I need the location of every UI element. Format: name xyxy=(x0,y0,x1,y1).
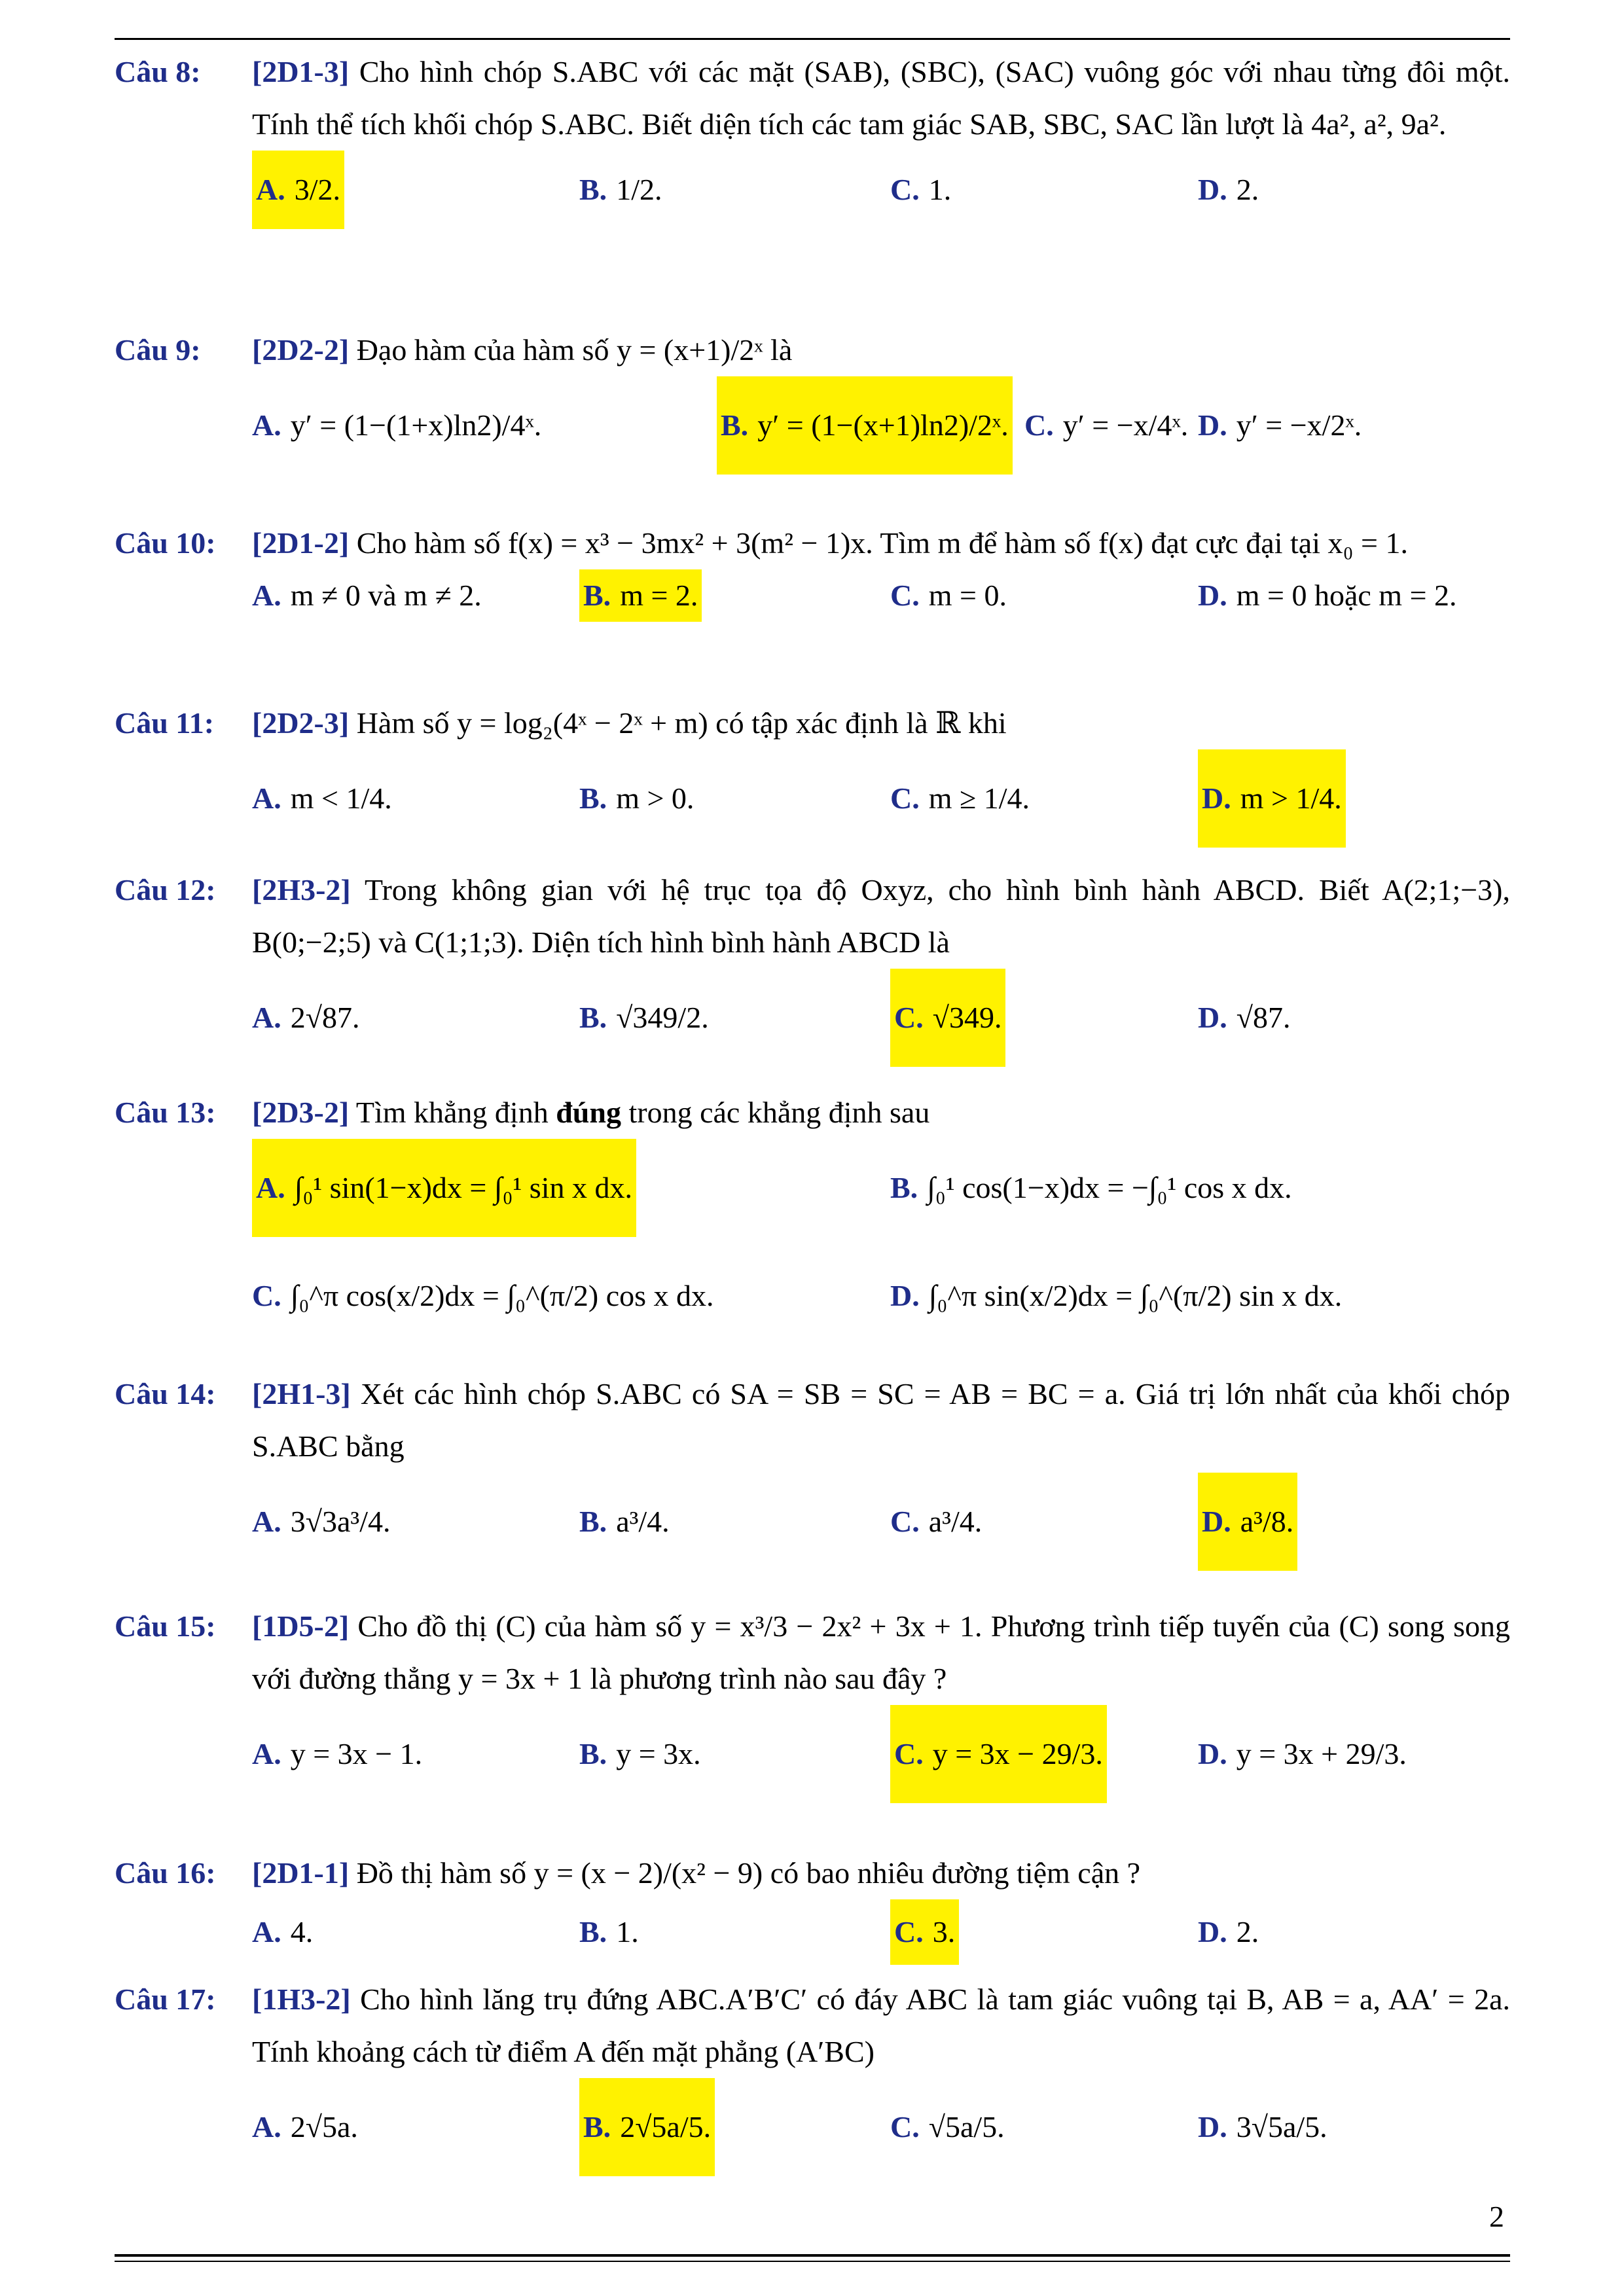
question-stem xyxy=(252,46,1510,151)
top-rule xyxy=(115,38,1510,40)
option-b[interactable]: B. y′ = (1−(x+1)ln2)/2ˣ. xyxy=(717,376,1013,475)
option-c[interactable]: C. m = 0. xyxy=(890,579,1007,612)
question-stem: [2D2-3] Hàm số y = log₂(4ˣ − 2ˣ + m) có tập xác định là ℝ khi xyxy=(252,706,1007,740)
question-code: [2D1-3] xyxy=(252,55,350,88)
option-d[interactable]: D. √87. xyxy=(1198,1001,1291,1034)
question-17 xyxy=(115,1973,1510,2176)
option-c[interactable]: C. 1. xyxy=(890,173,952,206)
options xyxy=(252,2078,1510,2176)
option-a[interactable]: A. 3/2. xyxy=(252,151,344,229)
option-a[interactable]: A. m < 1/4. xyxy=(252,781,392,815)
question-8 xyxy=(115,46,1510,229)
options xyxy=(252,1705,1510,1803)
bottom-rule-thin xyxy=(115,2261,1510,2262)
question-label: Câu 9: xyxy=(115,333,201,367)
question-stem: [1H3-2] Cho hình lăng trụ đứng ABC.A′B′C′ có đáy ABC là tam giác vuông tại B, AB = a, AA′ = 2a. Tính khoảng cách từ điểm A đến mặt phẳng (A′BC) xyxy=(252,1982,1510,2068)
option-b[interactable]: B. ∫₀¹ cos(1−x)dx = −∫₀¹ cos x dx. xyxy=(890,1171,1292,1204)
option-c[interactable]: C. y′ = −x/4ˣ. xyxy=(1024,408,1189,442)
option-a[interactable]: A. ∫₀¹ sin(1−x)dx = ∫₀¹ sin x dx. xyxy=(252,1139,636,1237)
option-d[interactable]: D. y = 3x + 29/3. xyxy=(1198,1737,1407,1770)
question-label: Câu 13: xyxy=(115,1096,216,1129)
option-a[interactable]: A. 4. xyxy=(252,1915,314,1948)
question-stem: [1D5-2] Cho đồ thị (C) của hàm số y = x³/3 − 2x² + 3x + 1. Phương trình tiếp tuyến của (C) song song với đường thẳng y = 3x + 1 là phương trình nào sau đây ? xyxy=(252,1609,1510,1695)
option-a[interactable]: A. y = 3x − 1. xyxy=(252,1737,423,1770)
option-a[interactable]: A. 3√3a³/4. xyxy=(252,1505,391,1538)
option-b[interactable]: B. 1. xyxy=(579,1915,639,1948)
option-b[interactable]: B. 2√5a/5. xyxy=(579,2078,715,2176)
question-label: Câu 8: xyxy=(115,55,201,88)
question-stem: [2D1-1] Đồ thị hàm số y = (x − 2)/(x² − 9) có bao nhiêu đường tiệm cận ? xyxy=(252,1856,1141,1890)
question-stem: [2H3-2] Trong không gian với hệ trục tọa độ Oxyz, cho hình bình hành ABCD. Biết A(2;1;−3), B(0;−2;5) và C(1;1;3). Diện tích hình bình hành ABCD là xyxy=(252,873,1511,959)
options xyxy=(252,1473,1510,1571)
options-row-2 xyxy=(252,1237,1510,1355)
option-c[interactable]: C. a³/4. xyxy=(890,1505,983,1538)
option-d[interactable]: D. m > 1/4. xyxy=(1198,749,1346,848)
question-stem: [2D3-2] Tìm khẳng định đúng trong các khẳng định sau xyxy=(252,1096,930,1129)
bottom-rule xyxy=(115,2254,1510,2257)
options xyxy=(252,969,1510,1067)
question-stem: [2D1-2] Cho hàm số f(x) = x³ − 3mx² + 3(m² − 1)x. Tìm m để hàm số f(x) đạt cực đại tại x₀ = 1. xyxy=(252,526,1408,560)
option-c[interactable]: C. y = 3x − 29/3. xyxy=(890,1705,1107,1803)
option-c[interactable]: C. ∫₀^π cos(x/2)dx = ∫₀^(π/2) cos x dx. xyxy=(252,1279,714,1312)
option-d[interactable]: D. m = 0 hoặc m = 2. xyxy=(1198,579,1457,612)
question-16 xyxy=(115,1847,1510,1965)
option-a[interactable]: A. m ≠ 0 và m ≠ 2. xyxy=(252,579,482,612)
question-stem: [2H1-3] Xét các hình chóp S.ABC có SA = SB = SC = AB = BC = a. Giá trị lớn nhất của khối chóp S.ABC bằng xyxy=(252,1377,1510,1463)
question-label: Câu 15: xyxy=(115,1609,216,1643)
option-d[interactable]: D. 3√5a/5. xyxy=(1198,2110,1327,2144)
question-label: Câu 14: xyxy=(115,1377,216,1410)
question-label: Câu 16: xyxy=(115,1856,216,1890)
question-label: Câu 12: xyxy=(115,873,216,906)
option-d[interactable]: D. a³/8. xyxy=(1198,1473,1297,1571)
option-b[interactable]: B. m = 2. xyxy=(579,569,702,622)
page-number: 2 xyxy=(1489,2200,1504,2233)
options xyxy=(252,376,1510,475)
option-b[interactable]: B. m > 0. xyxy=(579,781,695,815)
options xyxy=(252,569,1510,622)
question-12 xyxy=(115,864,1510,1067)
question-stem: [2D2-2] Đạo hàm của hàm số y = (x+1)/2ˣ là xyxy=(252,333,793,367)
question-10 xyxy=(115,517,1510,622)
options xyxy=(252,1899,1510,1965)
options xyxy=(252,151,1510,229)
option-b[interactable]: B. 1/2. xyxy=(579,173,662,206)
options xyxy=(252,1139,1510,1237)
option-b[interactable]: B. √349/2. xyxy=(579,1001,709,1034)
option-a[interactable]: A. 2√87. xyxy=(252,1001,360,1034)
option-d[interactable]: D. y′ = −x/2ˣ. xyxy=(1198,408,1362,442)
option-a[interactable]: A. 2√5a. xyxy=(252,2110,358,2144)
question-14 xyxy=(115,1368,1510,1571)
option-c[interactable]: C. √349. xyxy=(890,969,1005,1067)
stem-text: Cho hình chóp S.ABC với các mặt (SAB), (SBC), (SAC) vuông góc với nhau từng đôi một. Tính thể tích khối chóp S.ABC. Biết diện tích các tam giác SAB, SBC, SAC lần lượt là 4a², a², 9a². xyxy=(252,55,1510,141)
option-c[interactable]: C. √5a/5. xyxy=(890,2110,1005,2144)
question-label: Câu 11: xyxy=(115,706,215,740)
question-label: Câu 17: xyxy=(115,1982,216,2016)
question-9 xyxy=(115,324,1510,475)
question-label: Câu 10: xyxy=(115,526,216,560)
option-c[interactable]: C. 3. xyxy=(890,1899,959,1965)
option-c[interactable]: C. m ≥ 1/4. xyxy=(890,781,1030,815)
option-a[interactable]: A. y′ = (1−(1+x)ln2)/4ˣ. xyxy=(252,408,542,442)
question-13 xyxy=(115,1086,1510,1355)
question-15 xyxy=(115,1600,1510,1803)
question-11 xyxy=(115,697,1510,848)
option-b[interactable]: B. a³/4. xyxy=(579,1505,670,1538)
option-b[interactable]: B. y = 3x. xyxy=(579,1737,701,1770)
option-d[interactable]: D. 2. xyxy=(1198,173,1259,206)
options xyxy=(252,749,1510,848)
option-d[interactable]: D. 2. xyxy=(1198,1915,1259,1948)
option-d[interactable]: D. ∫₀^π sin(x/2)dx = ∫₀^(π/2) sin x dx. xyxy=(890,1279,1343,1312)
